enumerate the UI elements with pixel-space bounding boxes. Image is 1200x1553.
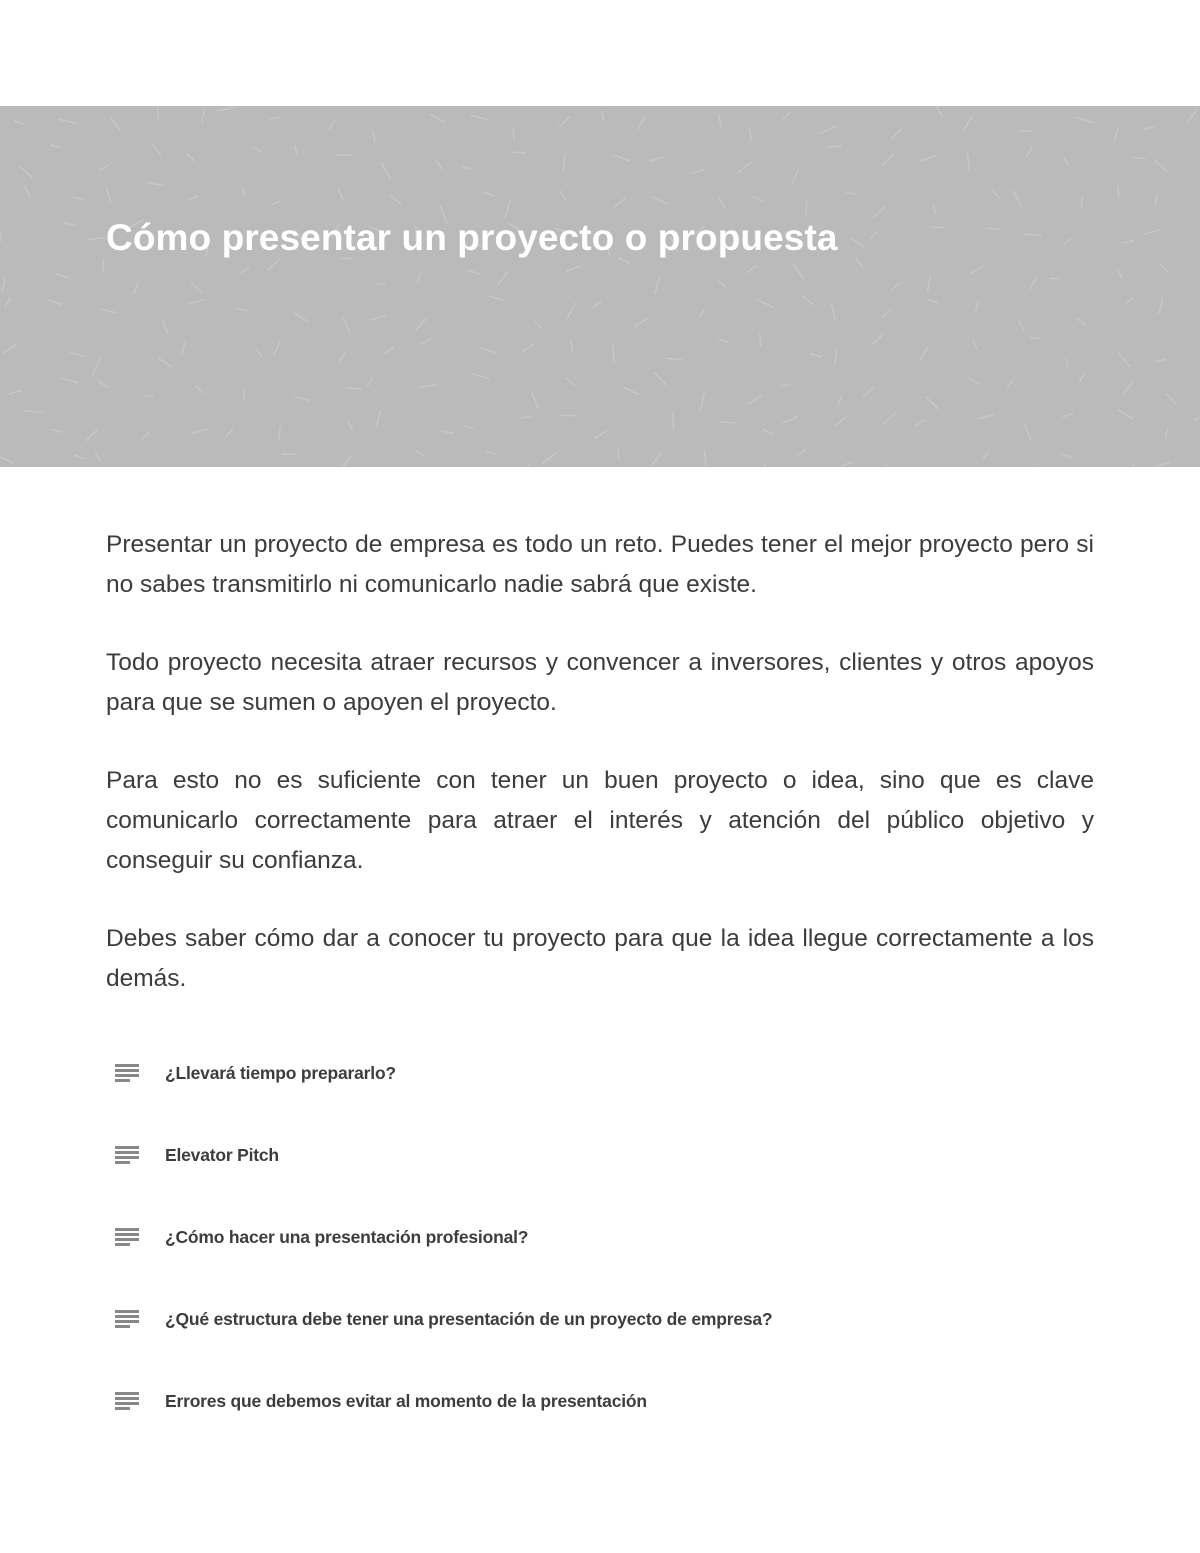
confetti-dash <box>719 114 722 127</box>
confetti-dash <box>692 169 703 173</box>
confetti-dash <box>1029 277 1037 289</box>
confetti-dash <box>521 416 530 418</box>
confetti-dash <box>836 416 847 426</box>
confetti-dash <box>416 319 426 331</box>
confetti-dash <box>218 107 235 110</box>
confetti-dash <box>51 145 59 147</box>
confetti-dash <box>88 237 105 239</box>
confetti-dash <box>1019 321 1024 332</box>
confetti-dash <box>926 397 939 409</box>
confetti-dash <box>62 378 78 383</box>
confetti-dash <box>794 265 804 279</box>
confetti-dash <box>329 120 335 129</box>
confetti-dash <box>53 430 61 433</box>
confetti-dash <box>241 268 249 272</box>
confetti-dash <box>468 270 480 274</box>
confetti-dash <box>1114 129 1118 141</box>
confetti-dash <box>1064 158 1069 165</box>
confetti-dash <box>1 457 13 463</box>
confetti-dash <box>1063 414 1073 417</box>
confetti-dash <box>272 201 279 205</box>
confetti-dash <box>882 154 893 165</box>
confetti-dash <box>763 430 772 435</box>
confetti-dash <box>481 348 496 353</box>
section-link-label: Errores que debemos evitar al momento de la presentación <box>165 1390 647 1411</box>
confetti-dash <box>993 191 1001 198</box>
confetti-dash <box>1128 465 1134 467</box>
confetti-dash <box>1161 265 1168 272</box>
confetti-dash <box>988 228 1001 229</box>
confetti-dash <box>705 451 707 467</box>
confetti-dash <box>783 417 797 423</box>
confetti-dash <box>523 345 533 351</box>
confetti-dash <box>1025 234 1041 235</box>
confetti-dash <box>699 310 704 318</box>
confetti-dash <box>141 433 148 441</box>
confetti-dash <box>338 189 343 198</box>
confetti-dash <box>274 342 281 356</box>
confetti-dash <box>371 316 386 321</box>
section-link-label: ¿Llevará tiempo prepararlo? <box>165 1062 396 1083</box>
confetti-dash <box>473 374 489 380</box>
confetti-dash <box>613 345 615 362</box>
confetti-dash <box>191 283 202 293</box>
confetti-dash <box>226 429 233 436</box>
confetti-dash <box>968 378 980 384</box>
confetti-dash <box>618 448 619 460</box>
confetti-dash <box>655 278 659 293</box>
section-link-label: ¿Qué estructura debe tener una presentación de un proyecto de empresa? <box>165 1308 773 1329</box>
section-link[interactable] <box>115 1135 1095 1175</box>
confetti-dash <box>244 389 245 399</box>
confetti-dash <box>347 388 361 389</box>
confetti-dash <box>99 381 108 388</box>
confetti-dash <box>373 132 375 142</box>
confetti-dash <box>1014 191 1022 207</box>
confetti-dash <box>595 431 606 439</box>
confetti-dash <box>1188 110 1197 122</box>
confetti-dash <box>666 358 682 360</box>
confetti-dash <box>420 385 437 387</box>
confetti-dash <box>654 373 666 385</box>
confetti-dash <box>1024 424 1031 439</box>
confetti-dash <box>1027 148 1032 156</box>
section-link-label: ¿Cómo hacer una presentación profesional? <box>165 1226 529 1247</box>
confetti-dash <box>968 154 970 172</box>
text-lines-icon <box>115 1310 140 1328</box>
confetti-dash <box>376 410 380 426</box>
confetti-dash <box>191 429 208 433</box>
confetti-dash <box>295 396 309 400</box>
confetti-dash <box>153 145 161 155</box>
confetti-dash <box>15 121 25 125</box>
confetti-dash <box>1119 410 1133 418</box>
paragraph: Todo proyecto necesita atraer recursos y convencer a inversores, clientes y otros apoyos para que se sumen o apoyen el proyecto. <box>106 649 1094 716</box>
confetti-dash <box>73 197 82 200</box>
confetti-dash <box>973 340 977 350</box>
confetti-dash <box>367 379 372 387</box>
confetti-dash <box>806 201 807 214</box>
confetti-dash <box>342 457 350 467</box>
confetti-dash <box>602 112 603 121</box>
confetti-dash <box>920 348 927 360</box>
confetti-dash <box>937 107 943 117</box>
confetti-dash <box>760 335 761 346</box>
confetti-dash <box>976 303 978 311</box>
confetti-dash <box>465 426 473 429</box>
confetti-dash <box>1064 238 1071 244</box>
confetti-dash <box>96 453 101 460</box>
confetti-dash <box>202 110 205 123</box>
paragraph: Debes saber cómo dar a conocer tu proyecto para que la idea llegue correctamente a los demás. <box>106 925 1094 992</box>
confetti-dash <box>462 167 470 169</box>
confetti-dash <box>65 223 76 226</box>
text-lines-icon <box>115 1228 140 1246</box>
confetti-dash <box>1118 270 1122 279</box>
confetti-dash <box>418 273 421 282</box>
confetti-dash <box>1123 241 1133 243</box>
confetti-dash <box>614 155 630 161</box>
confetti-dash <box>820 126 836 134</box>
confetti-dash <box>242 188 245 196</box>
confetti-dash <box>873 206 885 218</box>
confetti-dash <box>512 152 526 153</box>
confetti-dash <box>1157 463 1170 466</box>
confetti-dash <box>498 273 507 285</box>
confetti-dash <box>765 464 766 467</box>
confetti-dash <box>846 192 855 195</box>
confetti-dash <box>1008 381 1013 388</box>
confetti-dash <box>1078 319 1085 325</box>
confetti-dash <box>107 189 111 202</box>
confetti-dash <box>749 128 751 140</box>
confetti-dash <box>59 119 75 123</box>
confetti-dash <box>189 196 198 199</box>
confetti-dash <box>571 341 573 351</box>
confetti-dash <box>186 153 194 160</box>
confetti-dash <box>0 233 1 241</box>
confetti-dash <box>56 274 68 278</box>
confetti-dash <box>758 300 773 307</box>
confetti-dash <box>471 115 488 119</box>
confetti-dash <box>1156 161 1168 171</box>
confetti-dash <box>20 167 32 178</box>
confetti-dash <box>145 396 153 397</box>
confetti-dash <box>832 304 836 321</box>
confetti-dash <box>863 387 874 397</box>
confetti-dash <box>182 343 185 354</box>
page-title: Cómo presentar un proyecto o propuesta <box>106 217 838 258</box>
confetti-dash <box>70 352 85 357</box>
confetti-dash <box>1166 394 1176 404</box>
confetti-dash <box>86 430 97 440</box>
confetti-dash <box>811 354 822 357</box>
confetti-dash <box>1066 359 1068 369</box>
confetti-dash <box>875 465 888 467</box>
confetti-dash <box>256 349 262 357</box>
confetti-dash <box>270 118 280 119</box>
confetti-dash <box>535 322 541 328</box>
confetti-dash <box>190 300 203 304</box>
confetti-dash <box>197 386 204 393</box>
confetti-dash <box>103 260 104 270</box>
confetti-dash <box>283 454 296 455</box>
confetti-dash <box>1061 454 1071 458</box>
confetti-dash <box>652 197 666 203</box>
confetti-dash <box>700 393 704 410</box>
confetti-dash <box>441 431 453 434</box>
confetti-dash <box>1118 186 1119 197</box>
confetti-dash <box>978 415 993 418</box>
confetti-dash <box>921 156 935 162</box>
section-link[interactable] <box>115 1381 1095 1421</box>
confetti-dash <box>1126 298 1133 303</box>
confetti-dash <box>384 347 394 354</box>
confetti-dash <box>513 129 514 139</box>
confetti-dash <box>390 195 401 204</box>
confetti-dash <box>1081 198 1082 206</box>
confetti-dash <box>349 422 353 430</box>
confetti-dash <box>916 420 925 426</box>
confetti-dash <box>1118 353 1130 367</box>
confetti-dash <box>749 395 762 404</box>
text-lines-icon <box>115 1064 140 1082</box>
confetti-dash <box>614 198 626 207</box>
confetti-dash <box>929 299 938 303</box>
paragraph: Presentar un proyecto de empresa es todo un reto. Puedes tener el mejor proyecto pero si no sabes transmitirlo ni comunicarlo nadie sabrá que existe. <box>106 531 1094 598</box>
confetti-dash <box>26 411 43 413</box>
confetti-dash <box>1145 230 1159 234</box>
confetti-dash <box>797 448 806 456</box>
confetti-dash <box>842 462 852 466</box>
confetti-dash <box>1076 118 1093 123</box>
confetti-dash <box>110 117 120 129</box>
confetti-dash <box>1155 196 1157 206</box>
confetti-dash <box>964 116 973 129</box>
confetti-dash <box>560 116 571 126</box>
confetti-dash <box>416 451 423 456</box>
confetti-dash <box>486 451 496 454</box>
confetti-dash <box>753 197 764 202</box>
confetti-dash <box>882 309 891 317</box>
confetti-dash <box>738 162 751 173</box>
confetti-dash <box>1195 415 1200 420</box>
confetti-dash <box>871 232 877 238</box>
confetti-dash <box>134 283 138 293</box>
article-body <box>106 525 1094 1037</box>
confetti-dash <box>340 353 345 361</box>
confetti-dash <box>2 279 5 293</box>
confetti-dash <box>9 391 20 394</box>
confetti-dash <box>927 276 930 292</box>
confetti-dash <box>382 163 391 178</box>
confetti-dash <box>421 339 431 344</box>
text-lines-icon <box>115 1146 140 1164</box>
confetti-dash <box>1031 338 1041 339</box>
confetti-dash <box>873 335 883 344</box>
confetti-dash <box>802 296 813 305</box>
confetti-dash <box>48 300 61 304</box>
confetti-dash <box>828 146 842 147</box>
section-link-label: Elevator Pitch <box>165 1144 279 1165</box>
confetti-dash <box>25 187 31 198</box>
confetti-dash <box>343 319 349 332</box>
confetti-dash <box>838 396 842 404</box>
confetti-dash <box>102 309 116 312</box>
confetti-dash <box>892 128 902 138</box>
header-banner <box>0 106 1200 467</box>
confetti-dash <box>851 238 863 247</box>
confetti-dash <box>489 296 503 300</box>
confetti-dash <box>158 358 171 367</box>
confetti-dash <box>651 453 662 467</box>
confetti-dash <box>560 191 565 199</box>
confetti-dash <box>237 309 246 311</box>
confetti-dash <box>100 166 108 171</box>
confetti-dash <box>1144 127 1154 130</box>
confetti-dash <box>5 299 10 307</box>
confetti-dash <box>673 413 674 430</box>
confetti-dash <box>970 266 983 275</box>
paragraph: Para esto no es suficiente con tener un buen proyecto o idea, sino que es clave comunicarlo correctamente para atraer el interés y atención del público objetivo y conseguir su confianza. <box>106 767 1094 874</box>
confetti-dash <box>567 303 576 318</box>
confetti-dash <box>279 425 281 438</box>
confetti-dash <box>542 453 556 464</box>
section-link[interactable] <box>115 1217 1095 1257</box>
confetti-dash <box>892 284 899 291</box>
confetti-dash <box>93 358 100 374</box>
confetti-dash <box>567 266 581 271</box>
confetti-dash <box>295 146 298 155</box>
confetti-dash <box>75 455 84 458</box>
confetti-dash <box>295 313 308 322</box>
confetti-dash <box>792 170 799 185</box>
text-lines-icon <box>115 1392 140 1410</box>
confetti-dash <box>634 318 647 327</box>
confetti-dash <box>1080 373 1085 382</box>
confetti-dash <box>430 115 444 122</box>
confetti-dash <box>835 350 837 363</box>
confetti-dash <box>1166 428 1168 436</box>
confetti-dash <box>638 117 646 129</box>
confetti-dash <box>719 198 725 208</box>
confetti-dash <box>719 422 736 423</box>
confetti-dash <box>566 378 575 386</box>
confetti-dash <box>983 453 988 459</box>
confetti-dash <box>563 154 565 171</box>
confetti-dash <box>484 193 494 196</box>
confetti-dash <box>784 112 790 119</box>
confetti-dash <box>163 321 167 333</box>
confetti-dash <box>719 339 727 342</box>
confetti-dash <box>934 205 936 214</box>
confetti-pattern <box>0 106 1200 467</box>
confetti-dash <box>747 266 756 273</box>
section-link[interactable] <box>115 1053 1095 1093</box>
confetti-dash <box>624 388 638 395</box>
confetti-dash <box>254 148 261 152</box>
confetti-dash <box>1133 157 1145 158</box>
section-link[interactable] <box>115 1299 1095 1339</box>
confetti-dash <box>532 393 538 408</box>
confetti-dash <box>593 302 601 308</box>
confetti-dash <box>719 281 726 288</box>
confetti-dash <box>1159 299 1163 313</box>
confetti-dash <box>650 157 664 161</box>
confetti-dash <box>884 413 896 423</box>
section-list <box>115 1053 1095 1463</box>
confetti-dash <box>436 161 444 170</box>
confetti-dash <box>148 183 163 186</box>
confetti-dash <box>3 345 16 354</box>
confetti-dash <box>857 258 863 267</box>
confetti-dash <box>1156 360 1165 362</box>
confetti-dash <box>1122 382 1133 395</box>
